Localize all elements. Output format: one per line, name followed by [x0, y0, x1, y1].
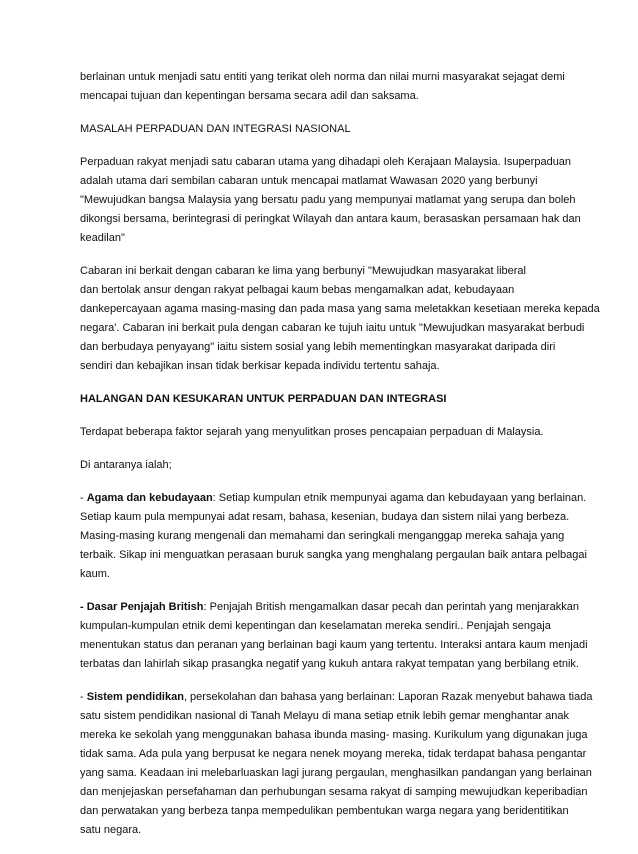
pendidikan-paragraph [80, 688, 593, 840]
text-line: dikongsi bersama, berintegrasi di peringkat Wilayah dan antara kaum, berasaskan persamaan hak dan [80, 213, 581, 225]
text-line: sendiri dan kebajikan insan tidak berkisar kepada individu tertentu sahaja. [80, 360, 440, 372]
text-line: kaum. [80, 568, 110, 580]
text-line: Masing-masing kurang mengenali dan memahami dan seringkali menganggap mereka sahaja yang [80, 530, 565, 542]
cabaran-lima-paragraph [80, 262, 600, 376]
pendidikan-label: Sistem pendidikan [86, 691, 184, 703]
text-line: adalah utama dari sembilan cabaran untuk mencapai matlamat Wawasan 2020 yang berbunyi [80, 175, 538, 187]
text-line: dan menjejaskan persefahaman dan perhubungan sesama rakyat di samping mewujudkan keperibadian [80, 786, 588, 798]
text-line: Perpaduan rakyat menjadi satu cabaran utama yang dihadapi oleh Kerajaan Malaysia. Isuperpaduan [80, 156, 572, 168]
text-line: yang sama. Keadaan ini melebarluaskan lagi jurang pergaulan, menghasilkan pandangan yang berlainan [80, 767, 592, 779]
agama-label: Agama dan kebudayaan [86, 492, 213, 504]
text-line: terbatas dan lahirlah sikap prasangka negatif yang kukuh antara rakyat tempatan yang berbilang etnik. [80, 658, 579, 670]
heading-masalah: MASALAH PERPADUAN DAN INTEGRASI NASIONAL [80, 123, 351, 135]
text-line: Di antaranya ialah; [80, 459, 172, 471]
text-line: mencapai tujuan dan kepentingan bersama secara adil dan saksama. [80, 90, 419, 102]
text-line: satu sistem pendidikan nasional di Tanah Melayu di mana setiap etnik lebih gemar menghantar anak [80, 710, 569, 722]
text-line: keadilan" [80, 232, 125, 244]
text-line: terbaik. Sikap ini menguatkan perasaan buruk sangka yang menghalang pergaulan baik antara pelbagai [80, 549, 587, 561]
text-line: Cabaran ini berkait dengan cabaran ke lima yang berbunyi "Mewujudkan masyarakat liberal [80, 265, 526, 277]
text-line [80, 688, 593, 707]
agama-first-text: : Setiap kumpulan etnik mempunyai agama dan kebudayaan yang berlainan. [212, 492, 587, 504]
text-line: menentukan status dan peranan yang berlainan bagi kaum yang tertentu. Interaksi antara kaum menjadi [80, 639, 588, 651]
intro-paragraph [80, 68, 580, 106]
text-line [80, 489, 587, 508]
heading-halangan: HALANGAN DAN KESUKARAN UNTUK PERPADUAN DAN INTEGRASI [80, 393, 447, 405]
faktor-paragraph [80, 423, 580, 442]
penjajah-first-text: : Penjajah British mengamalkan dasar pecah dan perintah yang menjarakkan [203, 601, 579, 613]
text-line [80, 598, 580, 617]
text-line: negara'. Cabaran ini berkait pula dengan cabaran ke tujuh iaitu untuk "Mewujudkan masyarakat berbudi [80, 322, 585, 334]
text-line: Terdapat beberapa faktor sejarah yang menyulitkan proses pencapaian perpaduan di Malaysia. [80, 426, 544, 438]
text-line: tidak sama. Ada pula yang berpusat ke negara nenek moyang mereka, tidak terdapat bahasa pengantar [80, 748, 587, 760]
penjajah-paragraph [80, 598, 588, 674]
bullet-dash: - [80, 492, 87, 504]
text-line: dan bertolak ansur dengan rakyat pelbagai kaum bebas mengamalkan adat, kebudayaan [80, 284, 515, 296]
text-line: Setiap kaum pula mempunyai adat resam, bahasa, kesenian, budaya dan sistem nilai yang berbeza. [80, 511, 570, 523]
antaranya-paragraph [80, 456, 580, 475]
text-line: dan perwatakan yang berbeza tanpa mempedulikan pembentukan warga negara yang beridentitikan [80, 805, 569, 817]
text-line: berlainan untuk menjadi satu entiti yang terikat oleh norma dan nilai murni masyarakat sejagat demi [80, 71, 565, 83]
bullet-dash: - [80, 691, 87, 703]
document-page [80, 68, 600, 854]
text-line: dankepercayaan agama masing-masing dan pada masa yang sama meletakkan kesetiaan mereka kepada [80, 303, 600, 315]
cabaran-paragraph [80, 153, 580, 248]
pendidikan-first-text: , persekolahan dan bahasa yang berlainan: Laporan Razak menyebut bahawa tiada [183, 691, 593, 703]
text-line: dan berbudaya penyayang" iaitu sistem sosial yang lebih mementingkan masyarakat daripada diri [80, 341, 556, 353]
text-line: kumpulan-kumpulan etnik demi kepentingan dan keselamatan mereka sendiri.. Penjajah sengaja [80, 620, 551, 632]
text-line: satu negara. [80, 824, 142, 836]
penjajah-label: - Dasar Penjajah British [80, 601, 204, 613]
text-line: "Mewujudkan bangsa Malaysia yang bersatu padu yang mempunyai matlamat yang serupa dan boleh [80, 194, 576, 206]
text-line: mereka ke sekolah yang menggunakan bahasa ibunda masing- masing. Kurikulum yang digunakan juga [80, 729, 588, 741]
agama-paragraph [80, 489, 587, 584]
